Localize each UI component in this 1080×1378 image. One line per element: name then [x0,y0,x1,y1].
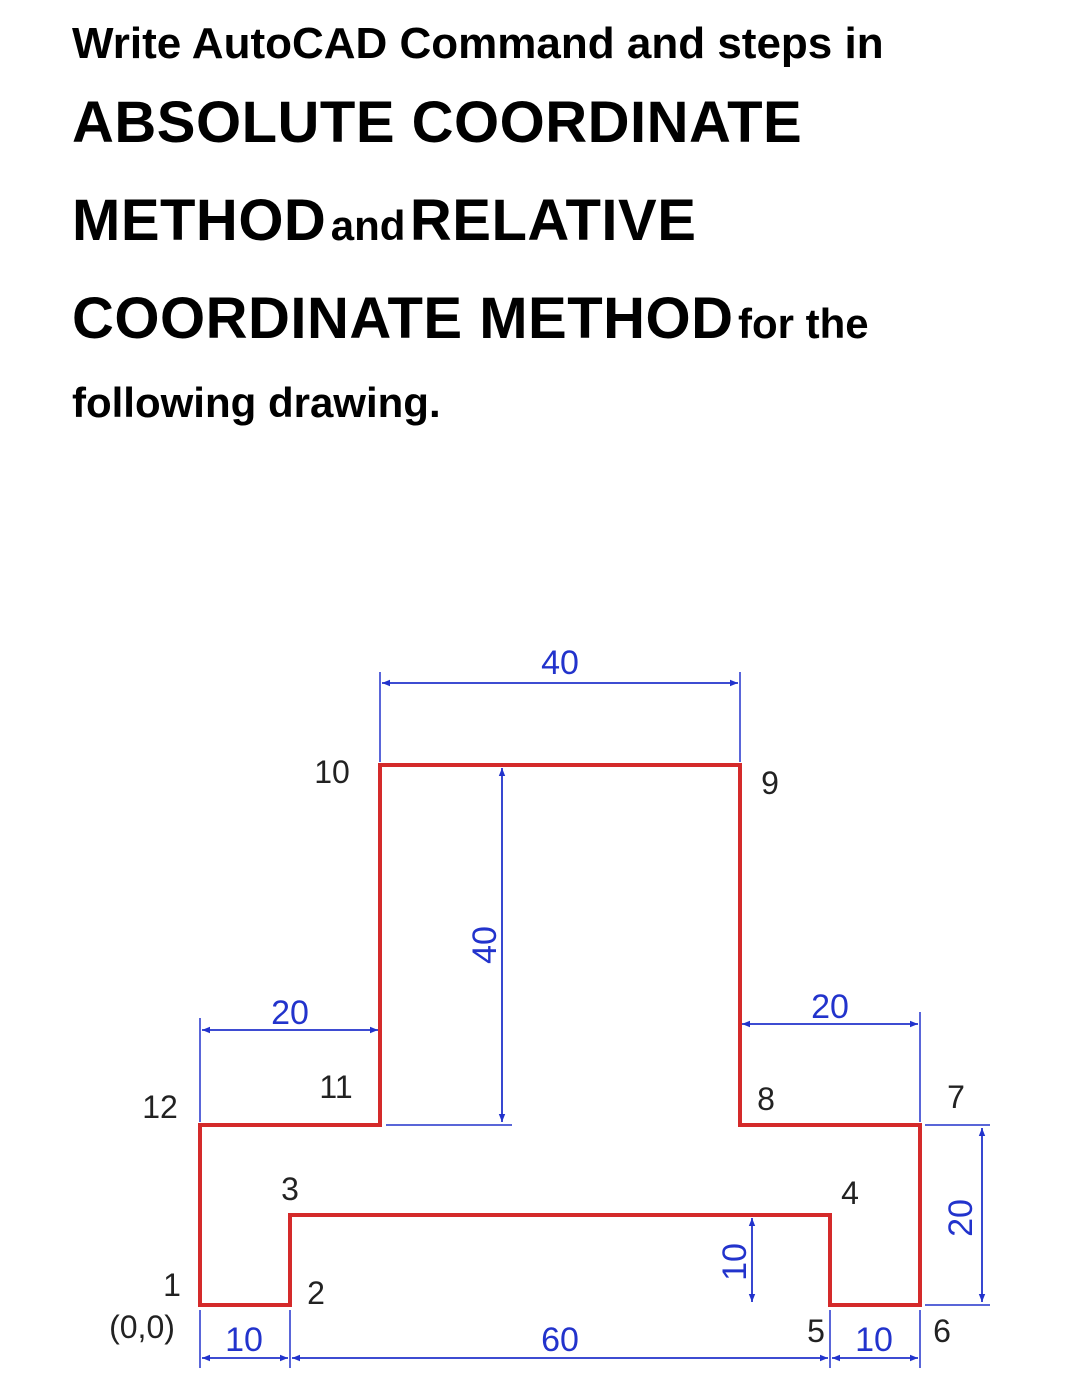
part-outline [200,765,920,1305]
vertex-label-8: 8 [757,1081,775,1117]
question-line-5: following drawing. [72,379,441,426]
vertex-label-7: 7 [947,1079,965,1115]
dim-value-right-height: 20 [942,1199,980,1237]
vertex-label-12: 12 [142,1089,178,1125]
vertex-label-9: 9 [761,765,779,801]
dim-value-tower-height: 40 [466,926,504,964]
heading-coordinate-method: COORDINATE METHOD [72,286,734,351]
heading-method: METHOD [72,188,327,253]
heading-relative: RELATIVE [409,188,697,253]
dim-value-left-shoulder: 20 [271,994,309,1032]
heading-absolute: ABSOLUTE COORDINATE [72,90,803,155]
dim-value-notch-height: 10 [716,1243,754,1281]
dimension-values [225,644,980,1359]
dim-value-bottom-right: 10 [855,1321,893,1359]
vertex-label-5: 5 [807,1313,825,1349]
vertex-label-10: 10 [314,754,350,790]
vertex-labels [109,754,965,1349]
dim-value-right-shoulder: 20 [811,988,849,1026]
vertex-label-4: 4 [841,1175,859,1211]
connector-for-the: for the [737,300,869,347]
vertex-label-11: 11 [319,1069,353,1105]
vertex-label-1: 1 [163,1267,181,1303]
dim-value-top: 40 [541,644,579,682]
dim-value-bottom-middle: 60 [541,1321,579,1359]
dim-value-bottom-left: 10 [225,1321,263,1359]
origin-label: (0,0) [109,1309,175,1345]
question-line-1: Write AutoCAD Command and steps in [72,19,884,68]
vertex-label-6: 6 [933,1313,951,1349]
vertex-label-3: 3 [281,1171,299,1207]
connector-and: and [330,202,406,249]
vertex-label-2: 2 [307,1275,325,1311]
